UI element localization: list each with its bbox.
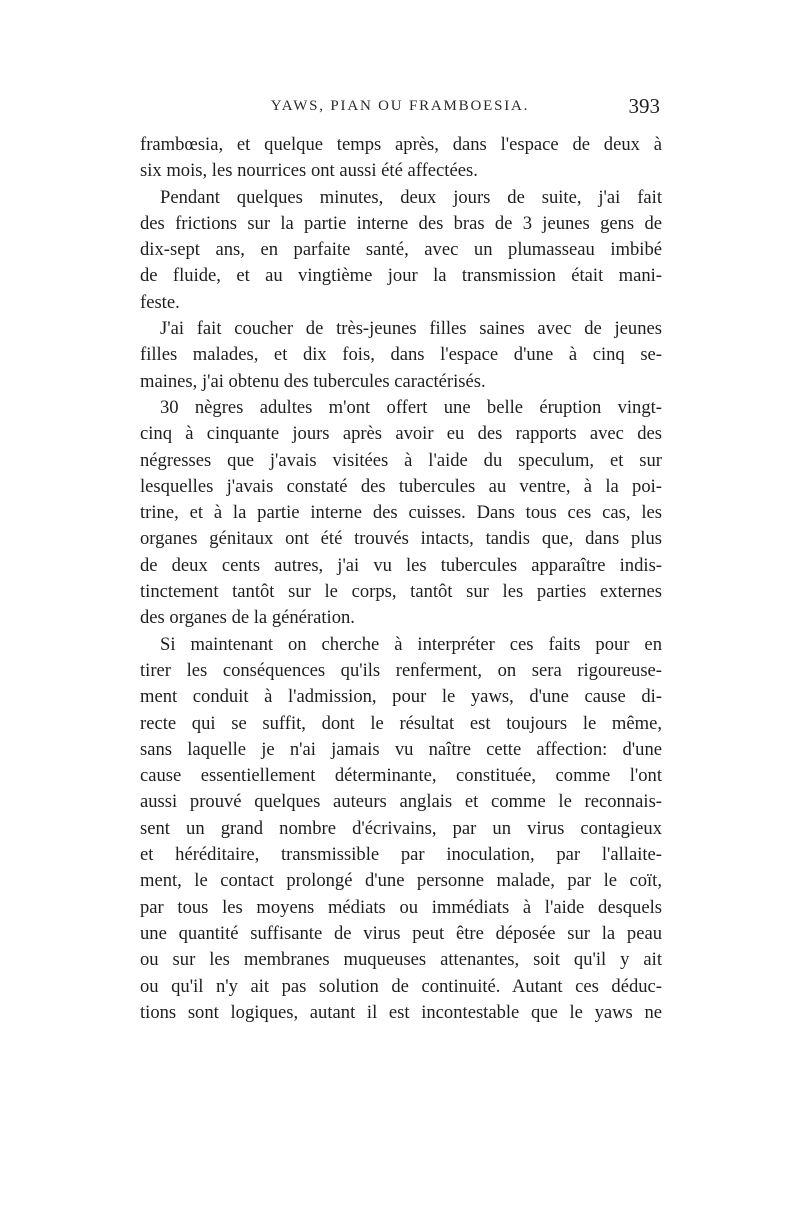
text-line: cinq à cinquante jours après avoir eu des rapports avec des [140, 423, 662, 445]
text-line: ou sur les membranes muqueuses attenantes, soit qu'il y ait [140, 949, 662, 971]
text-line: six mois, les nourrices ont aussi été affectées. [140, 160, 478, 182]
body-text [140, 132, 662, 1026]
text-line: une quantité suffisante de virus peut être déposée sur la peau [140, 922, 662, 944]
page-number: 393 [628, 94, 660, 118]
text-line: ment conduit à l'admission, pour le yaws, d'une cause di- [140, 686, 662, 708]
running-head [140, 94, 660, 124]
text-line: tinctement tantôt sur le corps, tantôt sur les parties externes [140, 581, 662, 603]
text-line: tirer les conséquences qu'ils renferment, on sera rigoureuse- [140, 659, 662, 681]
text-line: trine, et à la partie interne des cuisses. Dans tous ces cas, les [140, 502, 662, 524]
text-line: lesquelles j'avais constaté des tubercules au ventre, à la poi- [140, 475, 662, 497]
text-line: J'ai fait coucher de très-jeunes filles saines avec de jeunes [160, 318, 662, 340]
text-line: cause essentiellement déterminante, constituée, comme l'ont [140, 765, 662, 787]
text-line: dix-sept ans, en parfaite santé, avec un plumasseau imbibé [140, 239, 662, 261]
text-line: filles malades, et dix fois, dans l'espace d'une à cinq se- [140, 344, 662, 366]
text-line: et héréditaire, transmissible par inoculation, par l'allaite- [140, 844, 662, 866]
text-line: sent un grand nombre d'écrivains, par un virus contagieux [140, 817, 662, 839]
text-line: des organes de la génération. [140, 607, 355, 629]
text-line: de deux cents autres, j'ai vu les tubercules apparaître indis- [140, 554, 662, 576]
text-line: ment, le contact prolongé d'une personne malade, par le coït, [140, 870, 662, 892]
text-line: feste. [140, 291, 180, 313]
text-line: frambœsia, et quelque temps après, dans l'espace de deux à [140, 134, 662, 155]
text-line: par tous les moyens médiats ou immédiats à l'aide desquels [140, 896, 662, 918]
text-line: maines, j'ai obtenu des tubercules caractérisés. [140, 370, 486, 392]
text-line: négresses que j'avais visitées à l'aide du speculum, et sur [140, 449, 662, 471]
running-title: YAWS, PIAN OU FRAMBOESIA. [270, 98, 530, 114]
text-line: sans laquelle je n'ai jamais vu naître cette affection: d'une [140, 738, 662, 760]
text-line: Si maintenant on cherche à interpréter ces faits pour en [160, 633, 662, 655]
text-line: recte qui se suffit, dont le résultat est toujours le même, [140, 712, 662, 734]
text-line: tions sont logiques, autant il est incontestable que le yaws ne [140, 1001, 662, 1023]
text-line: organes génitaux ont été trouvés intacts, tandis que, dans plus [140, 528, 662, 550]
text-line: aussi prouvé quelques auteurs anglais et comme le reconnais- [140, 791, 662, 813]
text-line: Pendant quelques minutes, deux jours de suite, j'ai fait [160, 186, 662, 208]
text-line: de fluide, et au vingtième jour la transmission était mani- [140, 265, 662, 287]
text-line: 30 nègres adultes m'ont offert une belle éruption vingt- [160, 396, 662, 418]
text-line: des frictions sur la partie interne des bras de 3 jeunes gens de [140, 212, 662, 234]
text-line: ou qu'il n'y ait pas solution de continuité. Autant ces déduc- [140, 975, 662, 997]
